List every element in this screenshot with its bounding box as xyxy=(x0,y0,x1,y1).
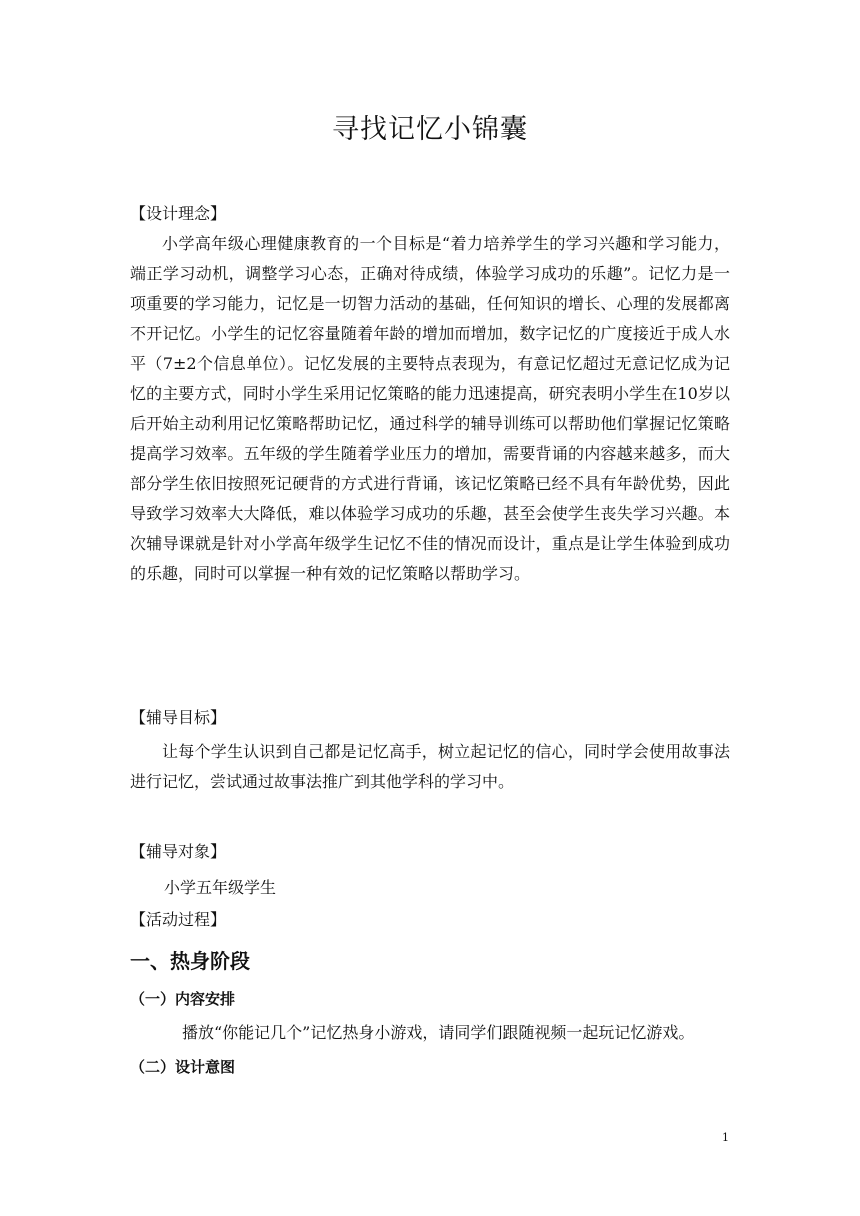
audience-text: 小学五年级学生 xyxy=(164,878,277,897)
page-number: 1 xyxy=(722,1131,729,1144)
subsection-intent-title: （二）设计意图 xyxy=(130,1058,236,1076)
design-concept-heading: 【设计理念】 xyxy=(130,204,227,223)
design-concept-paragraph: 小学高年级心理健康教育的一个目标是“着力培养学生的学习兴趣和学习能力，端正学习动机，调整学习心态，正确对待成绩，体验学习成功的乐趣”。记忆力是一项重要的学习能力，记忆是一切智力活动的基础，任何知识的增长、心理的发展都离不开记忆。小学生的记忆容量随着年龄的增加而增加，数字记忆的广度接近于成人水平（7±2个信息单位）。记忆发展的主要特点表现为，有意记忆超过无意记忆成为记忆的主要方式，同时小学生采用记忆策略的能力迅速提高，研究表明小学生在10岁以后开始主动利用记忆策略帮助记忆，通过科学的辅导训练可以帮助他们掌握记忆策略提高学习效率。五年级的学生随着学业压力的增加，需要背诵的内容越来越多，而大部分学生依旧按照死记硬背的方式进行背诵，该记忆策略已经不具有年龄优势，因此导致学习效率大大降低，难以体验学习成功的乐趣，甚至会使学生丧失学习兴趣。本次辅导课就是针对小学高年级学生记忆不佳的情况而设计，重点是让学生体验到成功的乐趣，同时可以掌握一种有效的记忆策略以帮助学习。 xyxy=(130,234,730,583)
subsection-content-title: （一）内容安排 xyxy=(130,990,236,1008)
audience-heading: 【辅导对象】 xyxy=(130,842,227,861)
document-title: 寻找记忆小锦囊 xyxy=(332,114,528,145)
subsection-content-text: 播放“你能记几个”记忆热身小游戏，请同学们跟随视频一起玩记忆游戏。 xyxy=(182,1023,695,1042)
goal-paragraph: 让每个学生认识到自己都是记忆高手，树立起记忆的信心，同时学会使用故事法进行记忆，尝试通过故事法推广到其他学科的学习中。 xyxy=(130,742,730,791)
section-warmup-title: 一、热身阶段 xyxy=(130,949,250,973)
process-heading: 【活动过程】 xyxy=(130,910,227,929)
goal-heading: 【辅导目标】 xyxy=(130,708,227,727)
